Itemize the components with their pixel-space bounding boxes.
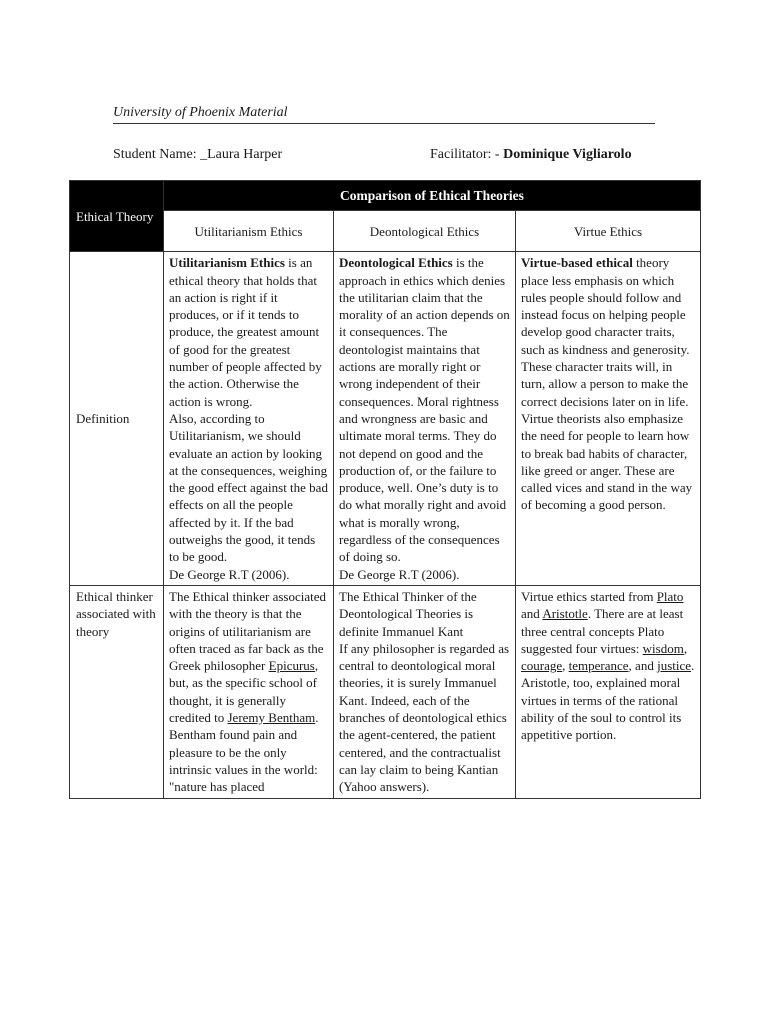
column-header-utilitarianism: Utilitarianism Ethics <box>164 211 334 252</box>
virtue-def-term: Virtue-based ethical <box>521 255 633 271</box>
virtue-thinker-text-b: . There are at least three central concepts Plato suggested four virtues: <box>521 606 684 656</box>
util-def-citation: De George R.T (2006). <box>169 566 290 582</box>
facilitator-line <box>430 147 632 163</box>
column-header-virtue: Virtue Ethics <box>516 211 701 252</box>
cell-deontological-definition <box>334 252 516 586</box>
deon-def-term: Deontological Ethics <box>339 255 453 271</box>
util-thinker-text-a: The Ethical thinker associated with the theory is that the origins of utilitarianism are often traced as far back as the Greek philosopher <box>169 588 327 674</box>
util-def-text: is an ethical theory that holds that an action is right if it produces, or if it tends to produce, the greatest amount of good for the greatest number of people affected by the action. Otherwise the action is wrong. <box>169 255 322 409</box>
thinker-row <box>70 585 701 798</box>
link-epicurus[interactable]: Epicurus <box>268 658 315 674</box>
deon-thinker-text-a: The Ethical Thinker of the Deontological Theories is definite Immanuel Kant <box>339 588 477 639</box>
cell-virtue-thinker <box>516 585 701 798</box>
util-thinker-text-b: , but, as the specific school of thought, it is generally credited to <box>169 658 319 726</box>
virtue-comma-2: , <box>562 658 569 674</box>
deon-thinker-citation: (Yahoo answers). <box>339 779 430 795</box>
student-name-line <box>113 147 282 163</box>
link-justice[interactable]: justice <box>657 658 692 674</box>
definition-row <box>70 252 701 586</box>
facilitator-label: Facilitator: - <box>430 147 504 162</box>
virtue-comma-1: , <box>683 640 688 656</box>
cell-utilitarianism-thinker <box>164 585 334 798</box>
column-header-deontological: Deontological Ethics <box>334 211 516 252</box>
cell-deontological-thinker <box>334 585 516 798</box>
link-plato[interactable]: Plato <box>656 588 684 604</box>
ethical-theories-table <box>69 180 701 799</box>
link-courage[interactable]: courage <box>521 658 563 674</box>
link-temperance[interactable]: temperance <box>568 658 629 674</box>
table-title-row <box>70 181 701 211</box>
student-name-value: _Laura Harper <box>200 147 283 162</box>
deon-thinker-text-b: If any philosopher is regarded as central to deontological moral theories, it is surely Immanuel Kant. Indeed, each of the branches of deontological ethics the agent-centered, the patient centered, and the contractualist can lay claim to being Kantian <box>339 640 510 777</box>
virtue-thinker-text-c: . Aristotle, too, explained moral virtues in terms of the rational ability of the soul to control its appetitive portion. <box>521 658 695 743</box>
facilitator-name: Dominique Vigliarolo <box>503 147 632 162</box>
virtue-and-2: , and <box>628 658 658 674</box>
virtue-thinker-and: and <box>521 606 543 622</box>
cell-utilitarianism-definition <box>164 252 334 586</box>
corner-label: Ethical Theory <box>70 181 164 252</box>
link-aristotle[interactable]: Aristotle <box>542 606 588 622</box>
student-name-label: Student Name: <box>113 147 201 162</box>
deon-def-citation: De George R.T (2006). <box>339 566 460 582</box>
row-label-thinker: Ethical thinker associated with theory <box>70 585 164 798</box>
table-title: Comparison of Ethical Theories <box>164 181 701 211</box>
deon-def-text: is the approach in ethics which denies the utilitarian claim that the morality of an action depends on it consequences. The deontologist maintains that actions are morally right or wrong independent of their consequences. Moral rightness and wrongness are basic and ultimate moral terms. They do not depend on good and the production of, or the failure to produce, well. One’s duty is to do what morally right and avoid what is morally wrong, regardless of the consequences of doing so. <box>339 255 510 565</box>
virtue-thinker-text-a: Virtue ethics started from <box>521 588 657 604</box>
virtue-def-text: theory place less emphasis on which rules people should follow and instead focus on helping people develop good character traits, such as kindness and generosity. These character traits will, in turn, allow a person to make the correct decisions later on in life. Virtue theorists also emphasize the need for people to learn how to break bad habits of character, like greed or anger. These are called vices and stand in the way of becoming a good person. <box>521 255 693 513</box>
link-wisdom[interactable]: wisdom <box>642 640 684 656</box>
document-header-title: University of Phoenix Material <box>113 105 655 124</box>
util-def-text2: Also, according to Utilitarianism, we should evaluate an action by looking at the consequences, weighing the good effect against the bad effects on all the people affected by it. If the bad outweighs the good, it tends to be good. <box>169 410 328 565</box>
link-jeremy-bentham[interactable]: Jeremy Bentham <box>227 710 316 726</box>
row-label-definition: Definition <box>70 252 164 586</box>
util-thinker-text-c: . Bentham found pain and pleasure to be the only intrinsic values in the world: "nature has placed <box>169 710 319 795</box>
cell-virtue-definition <box>516 252 701 586</box>
util-def-term: Utilitarianism Ethics <box>169 255 285 271</box>
column-header-row <box>70 211 701 252</box>
